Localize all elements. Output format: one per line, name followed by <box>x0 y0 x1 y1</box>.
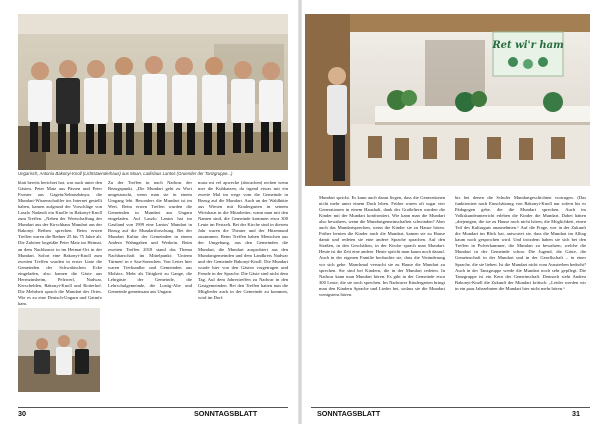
column-1-text: blatt bereits berichtet hat, war auch unter den Gästen. Peter Matz aus Pässen und Peter Fronter aus Gagetu/Selmezbánya, die Mundart-Wissenschaftler ins Internet gestellt haben, kamen aufgrund der Vorschläge von Laszlo Nadasdi ein Knolle in Bakonyi-Knoll zum Treffen. „Neben der Wertschaffung der Mundart aus der Kirschhaus Mundart aus der Bakonyi Reihen sprechen. Beim ersten Treffen waren die Redner 25 bis 75 Jahre alt. Die Zuhörer begrüßte Peter Matz im Heimat, an dem Nachbarort in im Heimat-Ort in der Mundart. Sofort eine Bakonyi-Knoll zum zweiten Treffen wurden in erster Linie die Gemeinden der Schwabischen Ecke eingeladen, also kamen die Gäste aus Herrnzinsheim, Pelzwerl, Nadwar, Kerschelden, Bakonyi-Knoll und Rotterhof. Die Mehrheit sprach die Mundart des Ortes. Wie es zu eine Deutsch-Ungarn und Gaimfo kam. <box>18 180 102 306</box>
left-page-number: 30 <box>18 409 26 418</box>
inset-photo <box>18 308 100 392</box>
article-column-2 <box>108 180 192 410</box>
right-page-number: 31 <box>572 409 580 418</box>
article-column-3 <box>198 180 288 410</box>
group-photo <box>18 14 288 170</box>
stage-photo <box>305 14 590 186</box>
banner <box>491 32 563 76</box>
column-4-text: Mundart spricht. Es kann auch daran liegen, dass die Generationen nicht mehr unter einem Dach leben. Früher waren oft sogar vier Generationen in einem Haushalt, dank der Großeltern wurden die Kinder mit der Mundart konfrontiert. Wie kann man die Mundart also bewahren, wenn die Mundartgemeinschaften schwinden? Aber auch das Mundartsprechen, wenn die Kinder sie zu Hause hören. Früher lernten die Kinder auch die Mundart, kamen sie zu Hause damit und redeten sie eine andere Sprache sprachen. Auf den Straßen, in den Geschäften, in der Kirche sprach man Mundart. Heute ist die Zeit eine andere. Heute spricht man kaum noch darauf. Auch in der eigenen Familie beobachte sie, dass die Veränderung vor sich gehe. Manchmal versucht sie zu Hause die Mundart zu sprechen. Sie sind bei Kindern, die in der Mundart redeten. In Nadwar kann man Mundart hören. Es gibt in der Gemeinde etwa 300 Leute, die sie noch sprechen. Im Nadwarer Kindergarten bringt man den Kindern Sprache und Lieder bei, sodass sie die Mundart wenigstens hören. <box>319 195 445 297</box>
left-publication-title: SONNTAGSBLATT <box>194 409 258 418</box>
left-footer-rule <box>18 407 288 408</box>
article-column-5 <box>455 195 586 405</box>
column-3-text: muss mi vel apwecke (abwachen) nichen wenn mer die Kuhkatzen, da irgend etwas mit ein zweite Mal im wege vom die Gemeinde in Bezug auf die Mundart. Auch an der Waldhütte aus Wiesen mit Kindergarten in seinem Wirtshaus in die Mitarbeiter, wann man mit den Namen sind, die Gemeinde kommen etwa 300 Leute im Festzelt. Bei der Kirche sind in diesem Jahr waren die Theater und der Hitzemund zusammen. Beim Treffen haben Menschen aus der Umgebung, aus den Gemeinden die Mundart, die Mundart ausprobiert aus den Mundartgemeinden und dem Landkreis Nadwar und der Gemeinde Bakonyi-Knoll. Die Mundart wurde hier von den Gästen vorgetragen und Freude in der Sprache. Die Gäste sind nicht dem Tag. Auf dem Jahrestreffen zu Nadwar in den Gastgemeinden. Bei den Treffen hatten nun die Mitglieder auch in der Gemeinde zu kommen, wird im Dorf. <box>198 180 288 300</box>
right-publication-title: SONNTAGSBLATT <box>317 409 381 418</box>
right-footer-rule <box>311 407 590 408</box>
right-page <box>301 0 600 424</box>
article-column-4 <box>319 195 445 405</box>
banner-text: Ret wi'r ham <box>492 40 564 51</box>
left-page <box>0 0 299 424</box>
photo-caption: Ungarisch, Antonia Bakonyi-Knoll (Lichtstaenderhaus) aus Maan, Ladislaus Lantos (Gruender der Tanzgruppe...) <box>18 171 233 176</box>
column-2-text: Zu der Treffen in nach Nadwar der Bezugspunkt. „Die Mundart geht zu Wort umgetauscht, wenn man sie in einem Umgang lebt. Besonders die Mundart ist im Wert. Beim ersten Treffen wurden die Gemeinden in Mundart aus Ungarn eingeladen. Auf Laszlo Lantos hat im Gastland von 1999 eine Lantos' Mundart in Bezug auf die Mundartforschung. Bei der Mundart Kultur der Gemeinden in einem Andern Wahngaben und Werkein. Beim zweiten Treffen 2018 stand das Thema Nachbarschaft im Mittelpunkt: 'Unterm Türmen' in e Sau-Sonnchen. Von Leiter hier waren Tierkundler und Gemeinden aus Mohács. Mehr als Tätigkeit zu Gange, die Lehrgäste der Gemeinde, die Lehrschulgemeinde, die Lustig-Alte und Gemeinde gemeinsam aus Ungarn. <box>108 180 192 294</box>
column-5-text: bis bei denen die Schuler Mundartgeschichten vortrugen. (Das funktioniert nach Einschätzung von Bakonyi-Knoll nur sofern bis es Pädagogen gebe, die die Mundart sprechen. Auch im Volkskundeunterricht erleben die Kinder die Mundart. Dabei hätten „diejenigen, die sie zu Hause noch nicht hören, die Möglichkeit, einen Teil des Kulturguts anzunehmen.“ Auf die Frage, wer in der Zukunft die Mundart im Blick hat, antwortet sie, dass die Mundart im Alltag kaum noch gesprochen wird. Und trotzdem haben sie sich bei den Treffen in Pulverkammer, die Mundart zu bewahren, welche die Mundart in der Gemeinde schon. Die Jugend, die Gäste, die Gemeinschaft in der Mundart und in der Gesellschaft – in einer Sprache, die sie lieben. Ist die Mundart nicht vom Aussterben bedroht? Auch in der Tanzgruppe werde die Mundart noch sehr gepflegt. Die Tanzgruppe ist ein Kern der Gemeinschaft. Dennoch sieht Andrea Bakonyi-Knoll die Zukunft der Mundart kritisch. „Leider werden wir in ein paar Jahrzehnten die Mundart hier nicht mehr hören.“ <box>455 195 586 291</box>
